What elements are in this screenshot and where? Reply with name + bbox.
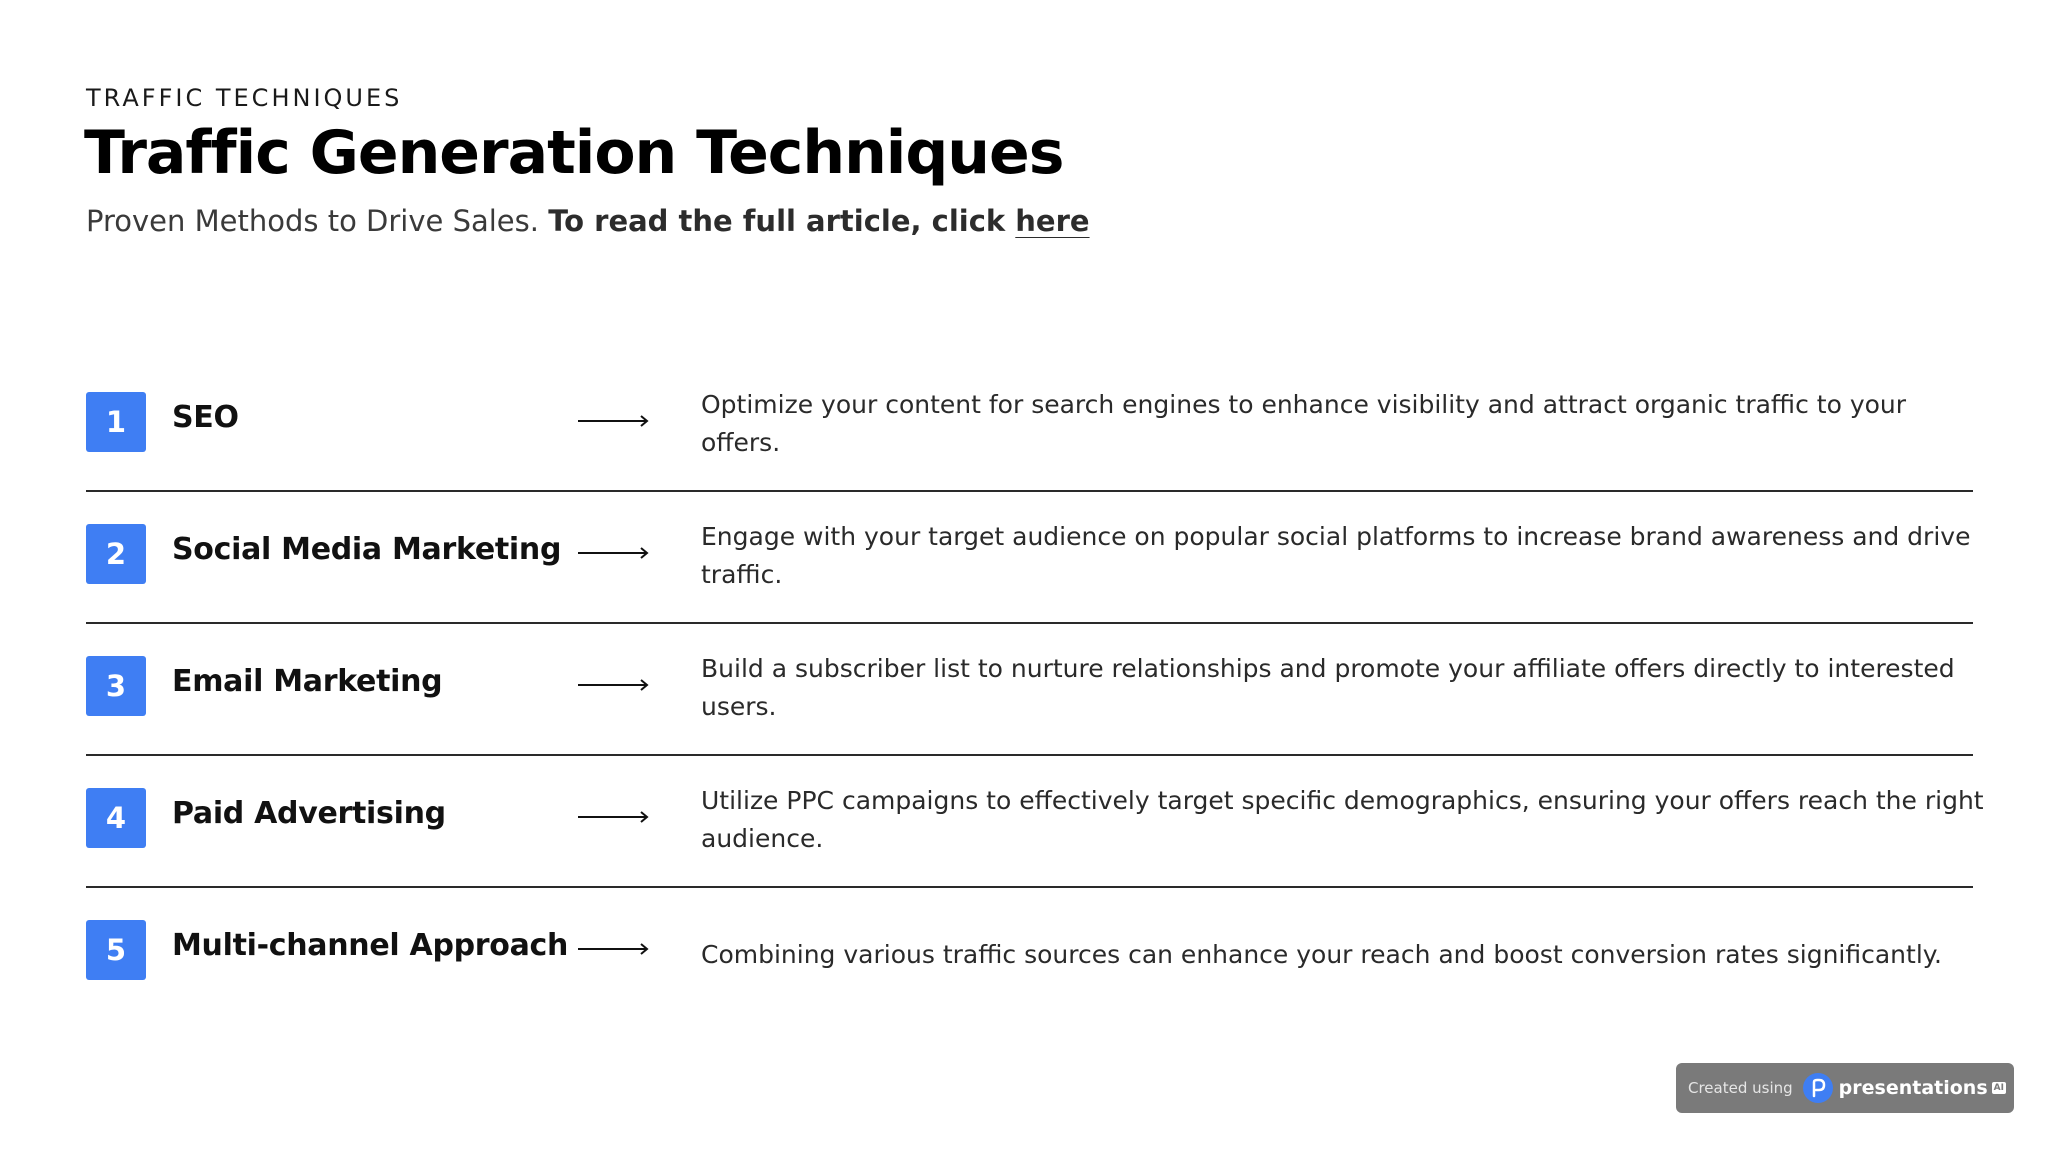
technique-description: Utilize PPC campaigns to effectively target specific demographics, ensuring your offers reach the right audience.	[701, 786, 1984, 853]
arrow-right-icon	[578, 545, 650, 561]
number-badge: 4	[86, 788, 146, 848]
techniques-list	[86, 360, 1984, 1018]
technique-description: Optimize your content for search engines to enhance visibility and attract organic traffic to your offers.	[701, 390, 1907, 457]
subtitle-cta: To read the full article, click	[548, 204, 1016, 238]
subtitle-lead: Proven Methods to Drive Sales.	[86, 204, 549, 238]
arrow-right-icon	[578, 413, 650, 429]
arrow-right-icon	[578, 941, 650, 957]
technique-description: Build a subscriber list to nurture relationships and promote your affiliate offers directly to interested users.	[701, 654, 1955, 721]
number-badge: 1	[86, 392, 146, 452]
technique-name: Paid Advertising	[172, 796, 446, 831]
number-badge: 5	[86, 920, 146, 980]
subtitle	[86, 204, 1090, 238]
technique-description: Combining various traffic sources can enhance your reach and boost conversion rates significantly.	[701, 940, 1942, 969]
technique-name: Multi-channel Approach	[172, 928, 569, 963]
eyebrow-label: TRAFFIC TECHNIQUES	[86, 84, 403, 112]
technique-name: Email Marketing	[172, 664, 443, 699]
technique-row-seo	[86, 360, 1973, 492]
technique-row-paid-ads	[86, 756, 1984, 888]
technique-name: SEO	[172, 400, 239, 435]
brand-name: presentations	[1838, 1077, 1988, 1099]
arrow-right-icon	[578, 677, 650, 693]
technique-description: Engage with your target audience on popular social platforms to increase brand awareness and drive traffic.	[701, 522, 1971, 589]
technique-row-social-media	[86, 492, 1973, 624]
technique-row-email	[86, 624, 1973, 756]
page-title: Traffic Generation Techniques	[84, 118, 1064, 188]
created-using-badge[interactable]	[1676, 1063, 2014, 1113]
number-badge: 2	[86, 524, 146, 584]
technique-row-multi-channel	[86, 888, 1973, 1018]
number-badge: 3	[86, 656, 146, 716]
technique-name: Social Media Marketing	[172, 532, 562, 567]
presentations-logo-icon	[1803, 1073, 1833, 1103]
brand-ai-tag: AI	[1993, 1083, 2004, 1093]
arrow-right-icon	[578, 809, 650, 825]
created-using-label: Created using	[1688, 1079, 1793, 1097]
article-link[interactable]: here	[1015, 204, 1090, 238]
